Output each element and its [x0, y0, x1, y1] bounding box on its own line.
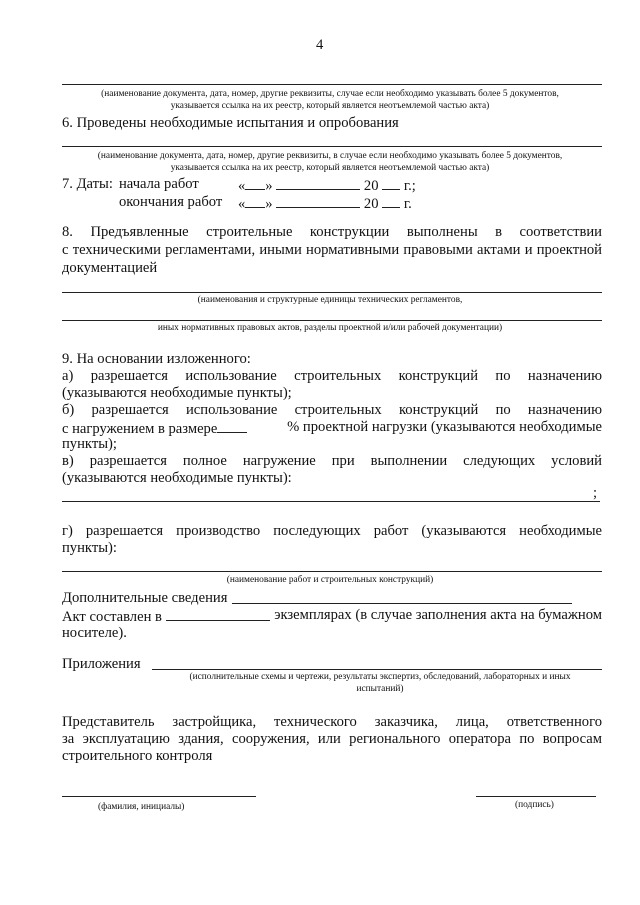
conditions-semicolon: ; [593, 485, 598, 501]
extra-info-label: Дополнительные сведения [62, 590, 228, 606]
item-9d-line2: пункты): [62, 540, 117, 556]
tests-note: (наименование документа, дата, номер, другие реквизиты, в случае если необходимо указывать более 5 документов, указывается ссылка на их реестр, который является неотъемлемой частью акта) [97, 151, 563, 173]
start-date-field[interactable]: « » 20 г.; [238, 178, 416, 194]
signature-line[interactable] [476, 796, 596, 797]
item-8-line1: 8. Предъявленные строительные конструкции выполнены в соответствии [62, 224, 602, 240]
act-copies: Акт составлен в экземплярах (в случае заполнения акта на бумажном [62, 607, 602, 625]
item-7-label: 7. Даты: [62, 176, 113, 192]
item-6-heading: 6. Проведены необходимые испытания и опробования [62, 115, 399, 131]
item-9b-line2: с нагружением в размере % проектной нагрузки (указываются необходимые [62, 419, 602, 437]
conditions-line[interactable] [62, 501, 600, 502]
appendix-line[interactable] [152, 669, 602, 670]
signature-note: (подпись) [515, 800, 554, 810]
copies-count-field[interactable] [166, 607, 270, 621]
works-note: (наименование работ и строительных конструкций) [226, 575, 434, 585]
end-date-field[interactable]: « » 20 г. [238, 196, 412, 212]
load-percent-field[interactable] [217, 419, 247, 433]
representative-line3: строительного контроля [62, 748, 213, 764]
appendix-label: Приложения [62, 656, 141, 672]
regulations-note: (наименования и структурные единицы технических регламентов, [197, 295, 463, 305]
start-date-label: начала работ [119, 176, 199, 192]
item-9d-line1: г) разрешается производство последующих работ (указываются необходимые [62, 523, 602, 539]
item-8-line3: документацией [62, 260, 158, 276]
item-8-line2: с техническими регламентами, иными нормативными правовыми актами и проектной [62, 242, 602, 258]
representative-line1: Представитель застройщика, технического заказчика, лица, ответственного [62, 714, 602, 730]
document-line [62, 84, 602, 85]
name-signature-line[interactable] [62, 796, 256, 797]
works-line[interactable] [62, 571, 602, 572]
item-9b-line3: пункты); [62, 436, 117, 452]
extra-info-line[interactable] [232, 603, 572, 604]
representative-line2: за эксплуатацию здания, сооружения, или регионального оператора по вопросам [62, 731, 602, 747]
item-9-intro: 9. На основании изложенного: [62, 351, 251, 367]
regulations-line-2 [62, 320, 602, 321]
page-number: 4 [316, 37, 324, 53]
end-date-label: окончания работ [119, 194, 223, 210]
item-9a-line1: а) разрешается использование строительных конструкций по назначению [62, 368, 602, 384]
act-copies-line2: носителе). [62, 625, 127, 641]
item-9a-line2: (указываются необходимые пункты); [62, 385, 292, 401]
tests-line [62, 146, 602, 147]
regulations-line [62, 292, 602, 293]
item-9c-line2: (указываются необходимые пункты): [62, 470, 292, 486]
appendix-note: (исполнительные схемы и чертежи, результаты экспертиз, обследований, лабораторных и иных испытаний) [189, 672, 571, 694]
regulations-note-2: иных нормативных правовых актов, разделы проектной и/или рабочей документации) [157, 323, 503, 333]
item-9c-line1: в) разрешается полное нагружение при выполнении следующих условий [62, 453, 602, 469]
item-9b-line1: б) разрешается использование строительных конструкций по назначению [62, 402, 602, 418]
document-note: (наименование документа, дата, номер, другие реквизиты, случае если необходимо указывать более 5 документов, указывается ссылка на их реестр, который является неотъемлемой частью акта) [101, 89, 559, 111]
name-signature-note: (фамилия, инициалы) [98, 802, 185, 812]
